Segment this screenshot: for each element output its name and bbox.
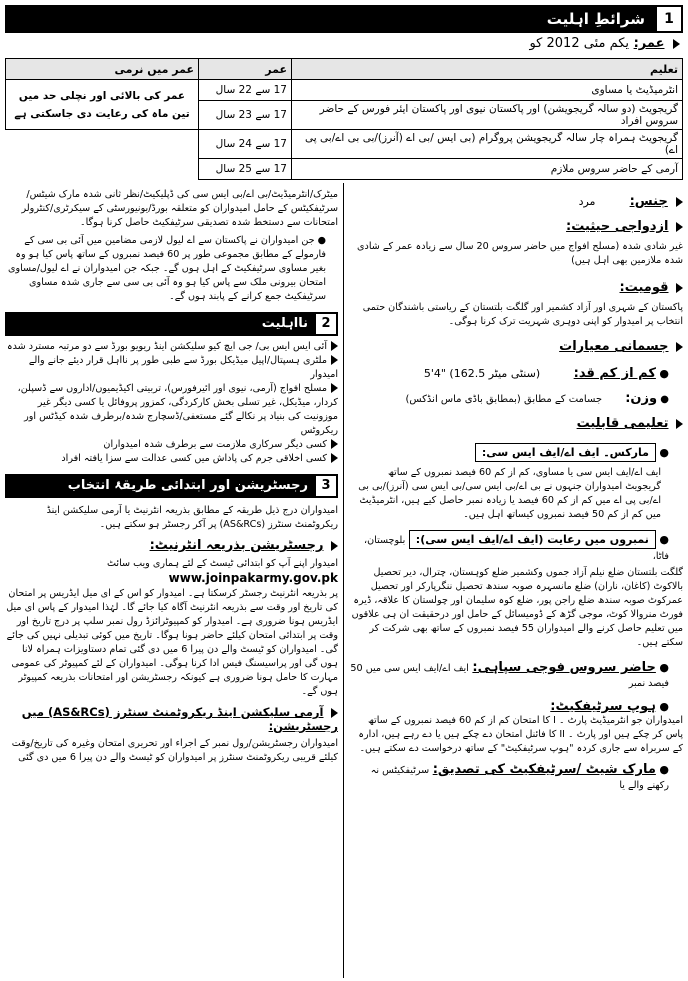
triangle-bullet-icon [331, 541, 338, 551]
height-value: 5'4" (162.5 سنٹی میٹر) [423, 367, 541, 380]
nationality-row [350, 280, 683, 295]
marks-p1: ایف اے/ایف ایس سی یا مساوی، کم از کم 60 فیصد نمبروں کے ساتھ [388, 467, 661, 478]
age-date: یکم مئی 2012 کو [529, 36, 630, 51]
nationality-text: پاکستان کے شہری اور آزاد کشمیر اور گلگت بلتستان کے ریاستی باشندگان حتمی انتخاب پر امیدوار کو اپنی دوہری شہریت ترک کرنا ہوگی۔ [362, 302, 683, 327]
list-item [5, 452, 338, 466]
soldier-row: ● حاضر سروس فوجی سپاہی: ایف اے/ایف ایس سی میں 50 فیصد نمبر [350, 660, 669, 689]
asrc-text: امیدواران رجسٹریشن/رول نمبر کے اجراء اور تحریری امتحان وغیرہ کی تاریخ/وقت کیلئے قریبی ریکروٹمنٹ سنٹرز پر امیدواران کو ٹیسٹ والے دن پیرا 6 میں دی گئی [11, 738, 338, 763]
physical-label: جسمانی معیارات [559, 339, 669, 354]
row-age: 17 سے 23 سال [199, 101, 292, 130]
gender-value: مرد [578, 195, 596, 208]
list-item [5, 340, 338, 354]
row-education: انٹرمیڈیٹ یا مساوی [292, 80, 683, 101]
sec3-intro: امیدواران درج ذیل طریقہ کے مطابق بذریعہ انٹرنیٹ یا آرمی سلیکشن اینڈ ریکروٹمنٹ سنٹرز (AS&RCs) پر آکر رجسٹر ہو سکتے ہیں۔ [46, 505, 338, 530]
marital-row [350, 219, 683, 234]
section-number: 3 [314, 474, 338, 498]
marks-label: مارکس۔ ایف اے/ایف ایس سی: [475, 443, 656, 462]
weight-row: ● وزن: جسامت کے مطابق (بمطابق باڈی ماس انڈکس) [405, 391, 669, 406]
eligibility-table [5, 58, 683, 180]
list-item-text: مسلح افواج (آرمی، نیوی اور ائیرفورس)، تربیتی اکیڈیمیوں/اداروں سے ڈسپلن، کردار، میڈیکل، غیر تسلی بخش کارکردگی، کمزور پروفائل یا کسی دیگر غیر موزونیت کی بنیاد پر نکالے گئے مستعفی/ڈسچارج شدہ/برطرف شدہ کیڈٹس اور ریکروٹس [17, 383, 338, 436]
col-relaxation: عمر میں نرمی [6, 59, 199, 80]
row-education: آرمی کے حاضر سروس ملازم [292, 159, 683, 180]
weight-value: جسامت کے مطابق (بمطابق باڈی ماس انڈکس) [405, 394, 603, 405]
weight-label: وزن: [625, 391, 658, 406]
section-number: 2 [314, 312, 338, 336]
website-link[interactable]: www.joinpakarmy.gov.pk [168, 571, 338, 585]
triangle-bullet-icon [331, 355, 338, 365]
row-age: 17 سے 25 سال [199, 159, 292, 180]
nationality-label: قومیت: [619, 280, 669, 295]
soldier-text: ایف اے/ایف ایس سی میں 50 فیصد نمبر [350, 663, 669, 689]
table-row [6, 80, 683, 101]
triangle-bullet-icon [676, 222, 683, 232]
asrc-row [5, 705, 338, 733]
left-bullet: ● جن امیدواران نے پاکستان سے اے لیول لازمی مضامین میں آئی بی سی کے فارمولے کے مطابق مجموعی طور پر 60 فیصد نمبروں کے ساتھ پاس کیا ہو وہ بغیر مساوی سرٹیفکیٹ کے اہل ہوں گے۔ جبکہ جن امیدواران نے اے لیول/مساوی امتحان بیرونی ملک سے پاس کیا ہو وہ آئی بی سی سے جاری شدہ مساوی سرٹیفکیٹ جمع کرانے کے پابند ہوں گے۔ [7, 235, 326, 302]
internet-row [5, 538, 338, 553]
row-education: گریجویٹ ہمراہ چار سالہ گریجویشن پروگرام (بی ایس /بی اے (آنرز)/بی بی اے/بی پی اے) [292, 130, 683, 159]
list-item-text: ملٹری ہسپتال/اپیل میڈیکل بورڈ سے طبی طور پر نااہل قرار دیئے جانے والے امیدوار [28, 355, 338, 380]
section-2-header [5, 312, 338, 336]
asrc-label: آرمی سلیکشن اینڈ ریکروٹمنٹ سنٹرز (AS&RCs) میں رجسٹریشن: [21, 705, 338, 733]
internet-p1: امیدوار اپنے آپ کو ابتدائی ٹیسٹ کے لئے ہماری ویب سائٹ [106, 558, 338, 569]
table-row [6, 130, 683, 159]
marksheet-label: مارک شیٹ /سرٹیفکیٹ کی تصدیق: [432, 762, 656, 777]
relax-label: نمبروں میں رعایت (ایف اے/ایف ایس سی): [409, 530, 656, 549]
edu-row [350, 416, 683, 431]
hope-label: ہوپ سرٹیفکیٹ: [550, 699, 656, 714]
hope-text: امیدواران جو انٹرمیڈیٹ پارٹ ۔ I کا امتحان کم از کم 60 فیصد نمبروں کے ساتھ پاس کر چکے ہیں اور پارٹ ۔ II کا فائنل امتحان دے چکے ہیں یا دے رہے ہیں، ادارہ کے سربراہ سے جاری کردہ "ہوپ سرٹیفکیٹ" کے ساتھ درخواست دے سکتے ہیں۔ [358, 715, 683, 754]
hope-row: ● ہوپ سرٹیفکیٹ: [550, 699, 669, 714]
list-item-text: کسی اخلاقی جرم کی پاداش میں کسی عدالت سے سزا یافتہ افراد [61, 453, 327, 464]
empty-cell [6, 130, 199, 180]
triangle-bullet-icon [676, 197, 683, 207]
triangle-bullet-icon [673, 39, 680, 49]
age-line [280, 36, 680, 51]
section-title: رجسٹریشن اور ابتدائی طریقۂ انتخاب [67, 478, 308, 493]
height-label: کم از کم قد: [573, 366, 656, 381]
eligibility-table-wrap [5, 58, 683, 180]
marksheet-text: سرٹیفکیٹس نہ رکھنے والے یا [370, 765, 669, 791]
marital-label: ازدواجی حیثیت: [566, 219, 669, 234]
triangle-bullet-icon [331, 708, 338, 718]
relax-region: بلوچستان، فاٹا، [364, 535, 669, 562]
section-3-header [5, 474, 338, 498]
triangle-bullet-icon [676, 419, 683, 429]
col-age: عمر [199, 59, 292, 80]
physical-row [350, 339, 683, 354]
marks-row: ● مارکس۔ ایف اے/ایف ایس سی: [350, 443, 683, 462]
left-column [5, 188, 338, 765]
list-item-text: آئی ایس ایس بی/ جی ایچ کیو سلیکشن اینڈ ریویو بورڈ سے دو مرتبہ مسترد شدہ [7, 341, 327, 352]
row-age: 17 سے 22 سال [199, 80, 292, 101]
left-intro: میٹرک/انٹرمیڈیٹ/بی اے/بی ایس سی کی ڈپلیکیٹ/نظر ثانی شدہ مارک شیٹس/سرٹیفکیٹس کے حامل امیدواران کو متعلقہ بورڈ/یونیورسٹی کے سیکرٹری/کنٹرولر امتحانات سے دستخط شدہ تصدیقی سرٹیفکیٹ حاصل کرنا ہوگا۔ [21, 189, 338, 228]
triangle-bullet-icon [331, 439, 338, 449]
section-title: شرائطِ اہلیت [546, 10, 645, 28]
triangle-bullet-icon [676, 342, 683, 352]
gender-row [350, 194, 683, 209]
marksheet-row: ● مارک شیٹ /سرٹیفکیٹ کی تصدیق: سرٹیفکیٹس نہ رکھنے والے یا [370, 762, 669, 791]
relaxation-note: عمر کی بالائی اور نچلی حد میں تین ماہ کی رعایت دی جاسکتی ہے [6, 80, 199, 130]
left-bullet-text: جن امیدواران نے پاکستان سے اے لیول لازمی مضامین میں آئی بی سی کے فارمولے کے مطابق مجموعی طور پر 60 فیصد نمبروں کے ساتھ پاس کیا ہو وہ بغیر مساوی سرٹیفکیٹ کے اہل ہوں گے۔ جبکہ جن امیدواران نے اے لیول/مساوی امتحان بیرونی ملک سے پاس کیا ہو وہ آئی بی سی سے جاری شدہ مساوی سرٹیفکیٹ جمع کرانے کے پابند ہوں گے۔ [7, 235, 326, 302]
row-education: گریجویٹ (دو سالہ گریجویشن) اور پاکستان نیوی اور پاکستان ایئر فورس کے حاضر سروس افراد [292, 101, 683, 130]
marks-p2: گریجویٹ امیدواران جنہوں نے بی اے/بی ایس سی/بی ایس سی (آنرز)/بی بی اے/بی پی اے میں کم از کم 60 فیصد یا زیادہ نمبر حاصل کیے ہیں، انٹرمیڈیٹ میں کم از کم 50 فیصد نمبروں کیساتھ اہل ہیں۔ [358, 481, 661, 520]
website-row [5, 571, 338, 587]
row-age: 17 سے 24 سال [199, 130, 292, 159]
internet-p2: پر بذریعہ انٹرنیٹ رجسٹر کرسکتا ہے۔ امیدوار کو اس کے ای میل ایڈریس پر امتحان کی تاریخ اور وقت سے بذریعہ انٹرنیٹ آگاہ کیا جائے گا۔ لہٰذا امیدوار کے پاس ای میل ایڈریس ہونا ضروری ہے۔ امیدوار کو کمپیوٹرائزڈ رول نمبر سلپ پر درج تاریخ اور وقت پر ابتدائی امتحان کیلئے حاضر ہونا ہوگا۔ تاریخ میں کوئی تبدیلی نہیں کی جائے گی۔ امیدواران کو ٹیسٹ والے دن پیرا 6 میں دی گئی تمام دستاویزات ہمراہ لانا ہوں گی اور پراسیسنگ فیس ادا کرنا ہوگی۔ امیدواران کے لئے کمپیوٹر کی عمومی مہارت کا حامل ہونا ضروری ہے کیونکہ رجسٹریشن اور امتحانات بذریعہ کمپیوٹر ہوں گے۔ [6, 588, 338, 697]
col-education: تعلیم [292, 59, 683, 80]
edu-label: تعلیمی قابلیت [576, 416, 669, 431]
triangle-bullet-icon [676, 283, 683, 293]
soldier-label: حاضر سروس فوجی سپاہی: [472, 660, 656, 675]
marital-text: غیر شادی شدہ (مسلح افواج میں حاضر سروس 20 سال سے زیادہ عمر کے شادی شدہ ملازمین بھی اہل ہیں) [357, 241, 683, 266]
triangle-bullet-icon [331, 341, 338, 351]
list-item [5, 354, 338, 382]
list-item [5, 438, 338, 452]
gender-label: جنس: [629, 194, 668, 209]
section-title: نااہلیت [261, 316, 308, 331]
disq-list [5, 340, 338, 466]
section-1-header [5, 5, 683, 33]
height-row: ● کم از کم قد: 5'4" (162.5 سنٹی میٹر) [423, 366, 669, 381]
list-item [5, 382, 338, 438]
column-divider [343, 183, 344, 978]
age-label: عمر: [633, 36, 665, 51]
relax-row: ● نمبروں میں رعایت (ایف اے/ایف ایس سی): بلوچستان، فاٹا، [350, 530, 683, 564]
relax-text: گلگت بلتستان ضلع نیلم آزاد جموں وکشمیر ضلع کوہستان، چترال، دیر تحصیل بالاکوٹ (کاغان، ناران) ضلع مانسہرہ صوبہ سندھ تحصیل ننگرپارکر اور تحصیل عمرکوٹ صوبہ سندھ ضلع راجن پور، ضلع کوہ سلیمان اور چولستان کا علاقہ، ڈیرہ فورٹ منروالا کوٹ، موجی گڑھ کے ڈومیسائل کے حامل اور درحقیقت ان ہی علاقوں میں تعلیم حاصل کرنے والے امیدواران 55 فیصد نمبروں کے ساتھ بھی شرکت کر سکتے ہیں۔ [351, 567, 683, 648]
right-column [350, 186, 683, 793]
triangle-bullet-icon [331, 453, 338, 463]
list-item-text: کسی دیگر سرکاری ملازمت سے برطرف شدہ امیدواران [103, 439, 327, 450]
triangle-bullet-icon [331, 383, 338, 393]
section-number: 1 [655, 5, 683, 33]
internet-label: رجسٹریشن بذریعہ انٹرنیٹ: [149, 538, 324, 553]
